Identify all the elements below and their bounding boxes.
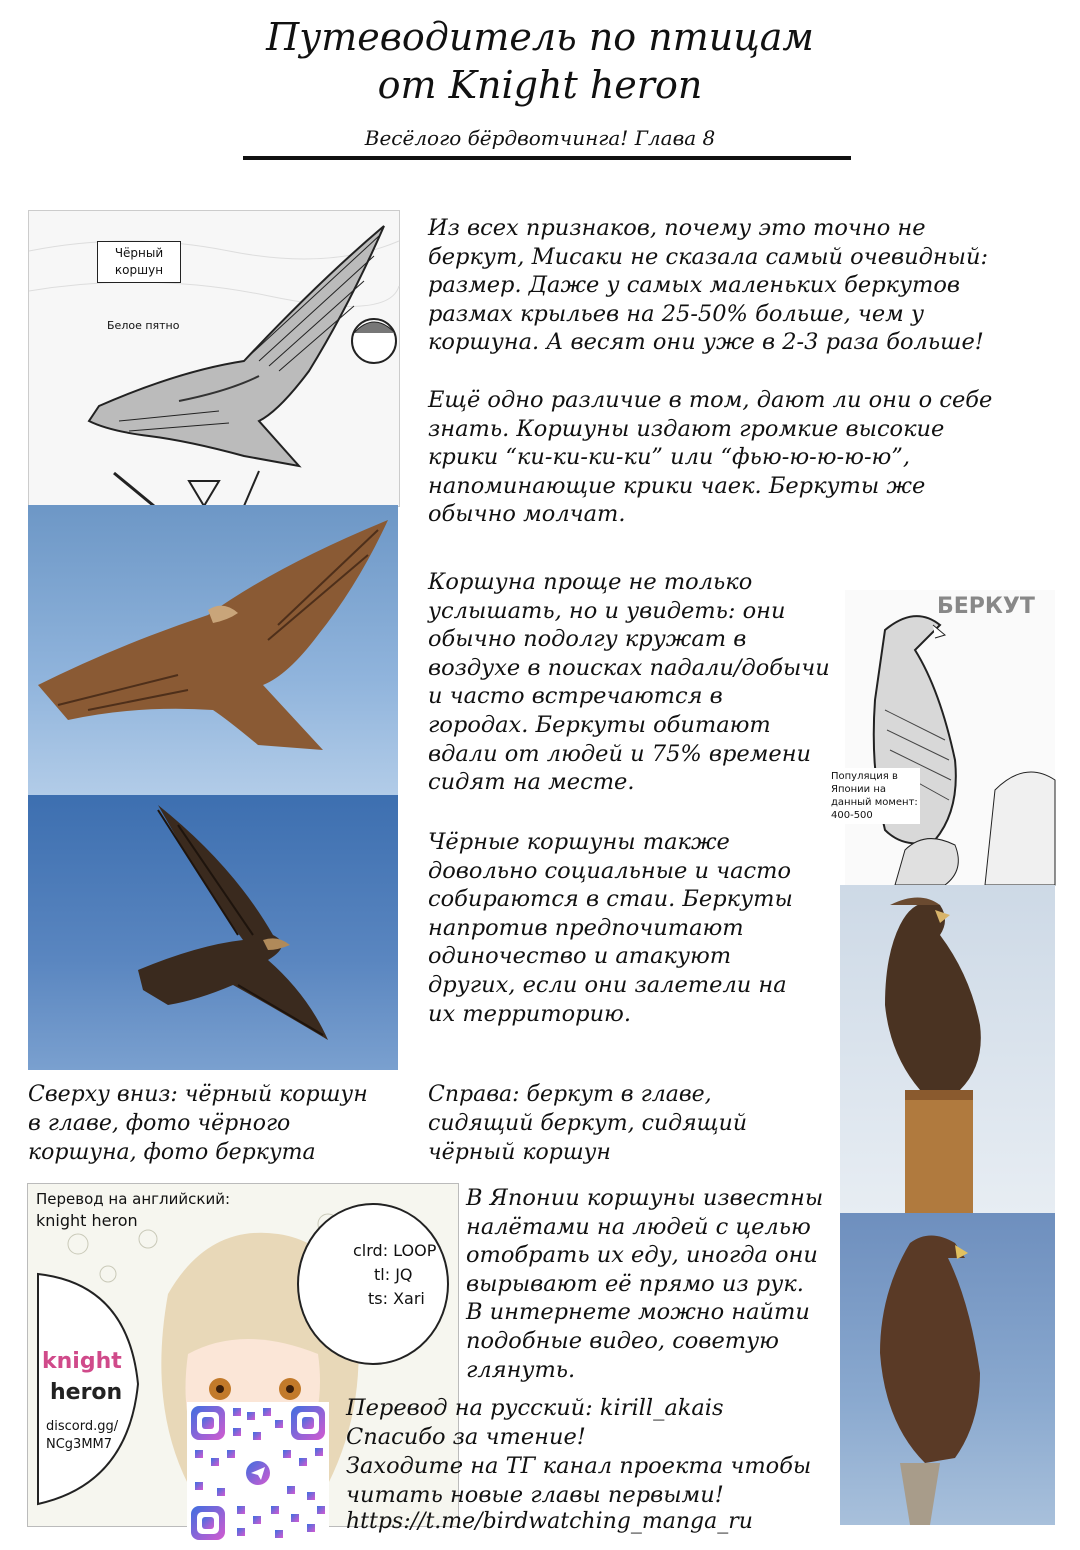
telegram-qr-code[interactable] bbox=[187, 1402, 329, 1544]
discord-link[interactable]: discord.gg/ NCg3MM7 bbox=[46, 1419, 119, 1452]
manga-panel-golden-eagle bbox=[831, 590, 1055, 885]
page-title-line-2: от Knight heron bbox=[377, 63, 703, 107]
staff-colorist: clrd: LOOP bbox=[353, 1241, 437, 1260]
paragraph-size: Из всех признаков, почему это точно не беркут, Мисаки не сказала самый очевидный: размер. Даже у самых маленьких беркутов размах крыльев на 25-50% больше, чем у коршуна. А весят они уже в 2-3 раза больше! bbox=[428, 215, 989, 356]
photo-flying-black-kite bbox=[28, 505, 398, 795]
white-spot-label: Белое пятно bbox=[107, 319, 180, 332]
english-translator-name: knight heron bbox=[36, 1211, 138, 1230]
paragraph-calls: Ещё одно различие в том, дают ли они о себе знать. Коршуны издают громкие высокие крики “ки-ки-ки-ки” или “фью-ю-ю-ю-ю”, напоминающие крики чаек. Беркуты же обычно молчат. bbox=[428, 387, 993, 528]
paragraph-social: Чёрные коршуны также довольно социальные и часто собираются в стаи. Беркуты напротив предпочитают одиночество и атакуют других, если они залетели на их территорию. bbox=[428, 829, 793, 1027]
thanks-text: Спасибо за чтение! bbox=[346, 1424, 586, 1450]
photo-perched-golden-eagle bbox=[840, 885, 1055, 1213]
telegram-invite-line-1: Заходите на ТГ канал проекта чтобы bbox=[346, 1453, 812, 1479]
staff-typesetter: ts: Xari bbox=[368, 1289, 425, 1308]
paragraph-food-theft: В Японии коршуны известны налётами на людей с целью отобрать их еду, иногда они вырывают её прямо из рук. В интернете можно найти подобные видео, советую глянуть. bbox=[466, 1185, 824, 1383]
title-underline bbox=[243, 156, 851, 160]
golden-eagle-manga-title: БЕРКУТ bbox=[937, 594, 1035, 619]
photo-perched-black-kite bbox=[840, 1213, 1055, 1525]
staff-translator: tl: JQ bbox=[374, 1265, 413, 1284]
telegram-channel-link[interactable]: https://t.me/birdwatching_manga_ru bbox=[346, 1509, 753, 1534]
manga-panel-black-kite bbox=[28, 210, 400, 507]
telegram-invite-line-2: читать новые главы первыми! bbox=[346, 1482, 724, 1508]
knight-heron-logo-word1: knight bbox=[42, 1349, 122, 1374]
knight-heron-logo-word2: heron bbox=[50, 1380, 123, 1405]
photo-flying-golden-eagle bbox=[28, 795, 398, 1070]
black-kite-label: Чёрный коршун bbox=[97, 241, 181, 283]
russian-translation-credit: Перевод на русский: kirill_akais bbox=[346, 1395, 724, 1421]
kite-drawing bbox=[29, 211, 399, 506]
caption-right-images: Справа: беркут в главе, сидящий беркут, сидящий чёрный коршун bbox=[428, 1082, 747, 1165]
population-note: Популяция в Японии на данный момент: 400-500 bbox=[829, 768, 920, 824]
caption-left-images: Сверху вниз: чёрный коршун в главе, фото чёрного коршуна, фото беркута bbox=[28, 1082, 368, 1165]
chapter-subtitle: Весёлого бёрдвотчинга! Глава 8 bbox=[364, 126, 716, 150]
english-translation-label: Перевод на английский: bbox=[36, 1190, 231, 1208]
page-title-line-1: Путеводитель по птицам bbox=[266, 15, 814, 59]
paragraph-visibility: Коршуна проще не только услышать, но и увидеть: они обычно подолгу кружат в воздухе в поисках падали/добычи и часто встречаются в городах. Беркуты обитают вдали от людей и 75% времени сидят на месте. bbox=[428, 569, 830, 796]
qr-code-icon bbox=[187, 1402, 329, 1544]
